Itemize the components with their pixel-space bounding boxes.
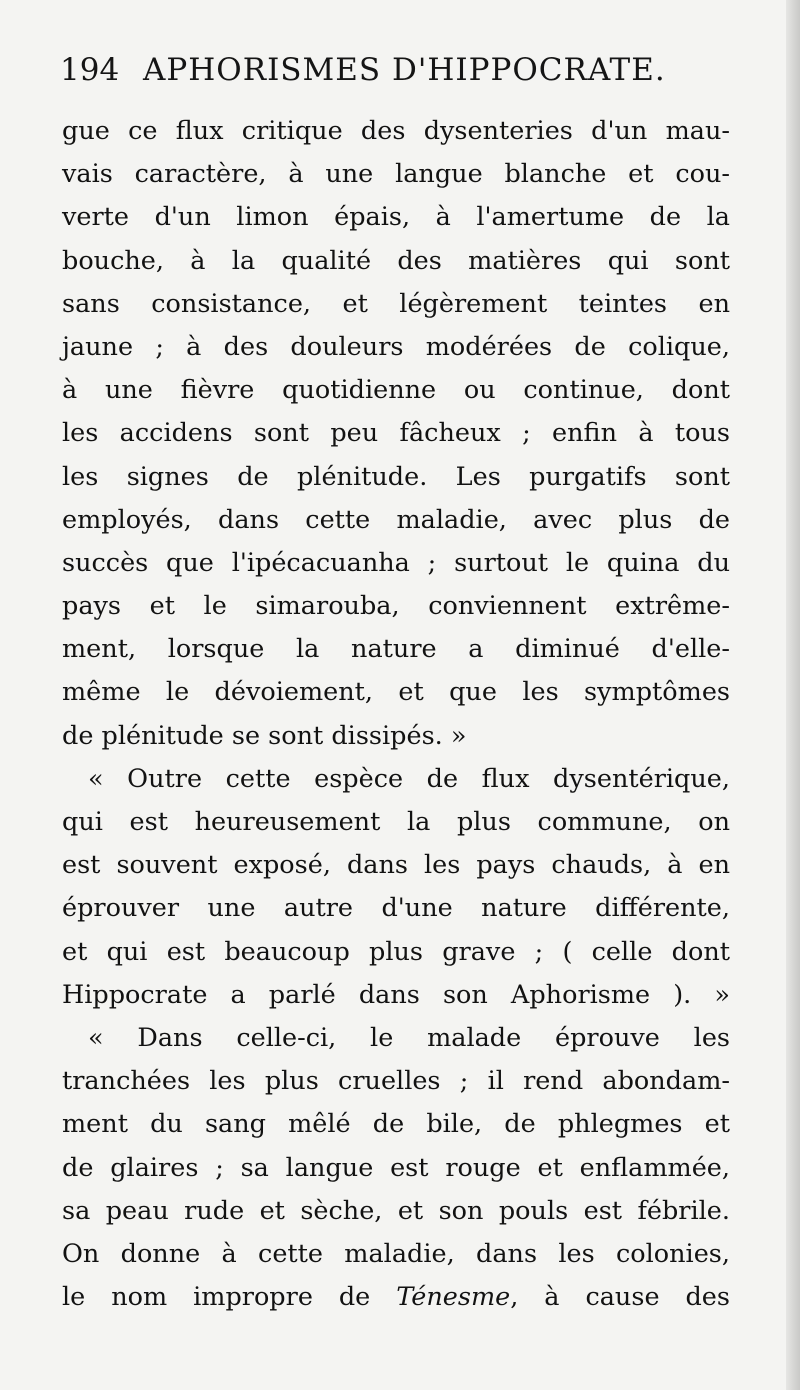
text-line: employés, dans cette maladie, avec plus de	[62, 504, 730, 535]
body-text	[62, 110, 730, 1319]
italic-term: Ténesme	[396, 1282, 511, 1313]
text-line: tranchées les plus cruelles ; il rend abondam-	[62, 1066, 730, 1097]
paragraph-start-line: « Outre cette espèce de flux dysentérique,	[88, 763, 730, 794]
text-line: On donne à cette maladie, dans les colonies,	[62, 1238, 730, 1269]
text-line: les accidens sont peu fâcheux ; enfin à tous	[62, 418, 730, 449]
text-line: de glaires ; sa langue est rouge et enflammée,	[62, 1152, 730, 1183]
running-header	[60, 52, 760, 98]
paragraph-end-line: de plénitude se sont dissipés. »	[62, 720, 467, 751]
text-line: est souvent exposé, dans les pays chauds, à en	[62, 850, 730, 881]
text-line: pays et le simarouba, conviennent extrême-	[62, 591, 730, 622]
text-line: sans consistance, et légèrement teintes en	[62, 288, 730, 319]
text-line: verte d'un limon épais, à l'amertume de la	[62, 202, 730, 233]
text-line: éprouver une autre d'une nature différente,	[62, 893, 730, 924]
text-line: gue ce flux critique des dysenteries d'un mau-	[62, 116, 730, 146]
text-line: même le dévoiement, et que les symptômes	[62, 677, 730, 708]
text-line: succès que l'ipécacuanha ; surtout le quina du	[62, 547, 730, 578]
text-line: bouche, à la qualité des matières qui sont	[62, 245, 730, 276]
text-line: et qui est beaucoup plus grave ; ( celle dont	[62, 936, 730, 967]
page-edge-shadow	[786, 0, 800, 1390]
text-line: sa peau rude et sèche, et son pouls est fébrile.	[62, 1195, 730, 1226]
text-line: ment du sang mêlé de bile, de phlegmes et	[62, 1109, 730, 1140]
text-line-final	[62, 1276, 730, 1319]
final-line-start: le nom impropre de	[62, 1282, 397, 1313]
final-line-end: , à cause des	[510, 1282, 730, 1313]
text-line: vais caractère, à une langue blanche et cou-	[62, 159, 730, 190]
text-line: jaune ; à des douleurs modérées de colique,	[62, 331, 730, 362]
text-line: ment, lorsque la nature a diminué d'elle-	[62, 634, 730, 665]
text-line: à une fièvre quotidienne ou continue, dont	[62, 375, 730, 406]
paragraph-end-line: Hippocrate a parlé dans son Aphorisme ). »	[62, 979, 730, 1010]
paragraph-start-line: « Dans celle-ci, le malade éprouve les	[88, 1022, 730, 1053]
page-number: 194	[60, 52, 120, 88]
running-title: APHORISMES D'HIPPOCRATE.	[143, 52, 666, 88]
text-line: qui est heureusement la plus commune, on	[62, 807, 730, 837]
text-line: les signes de plénitude. Les purgatifs sont	[62, 461, 730, 492]
